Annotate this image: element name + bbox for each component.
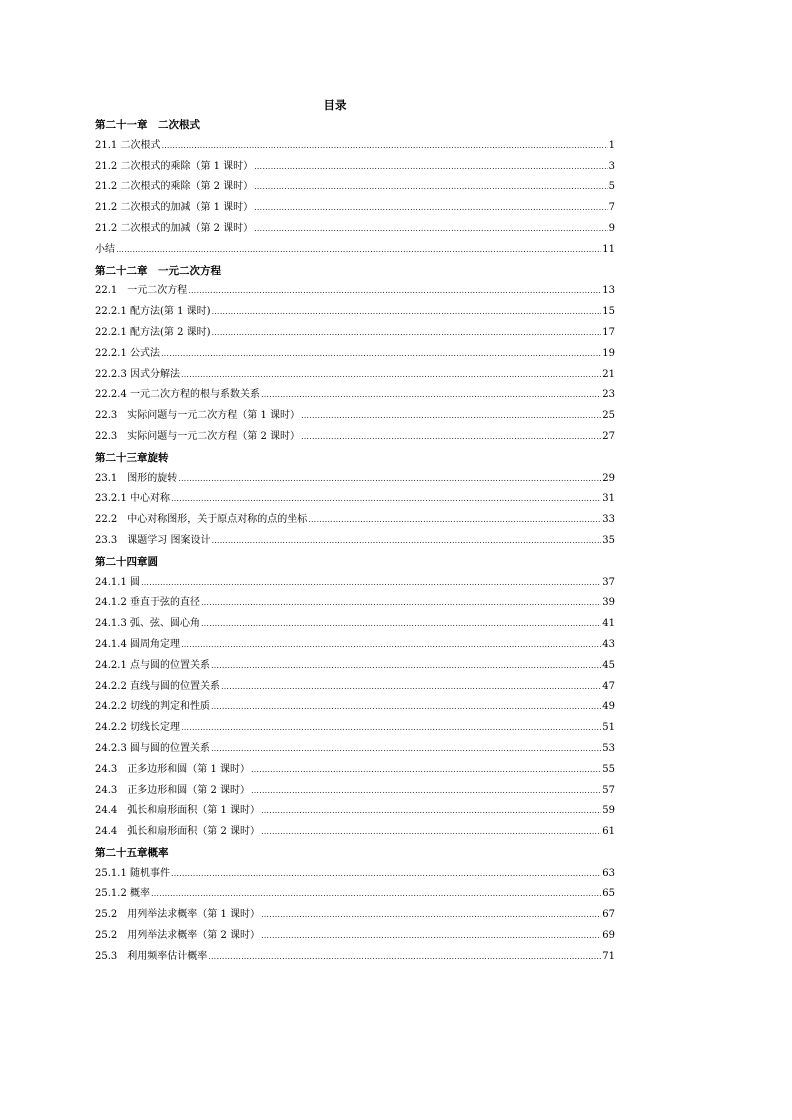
dot-leader (211, 739, 601, 760)
toc-entry-label: 24.1.2 垂直于弦的直径 (95, 597, 200, 609)
toc-entry[interactable] (95, 302, 615, 323)
toc-entry-page-number: 17 (602, 326, 615, 338)
toc-entry-label: 22.2.3 因式分解法 (95, 368, 180, 380)
toc-entry-label: 24.2.3 圆与圆的位置关系 (95, 742, 210, 754)
toc-entry-page-number: 55 (602, 763, 615, 775)
toc-entry[interactable] (95, 489, 615, 510)
toc-entry-label: 25.2 用列举法求概率（第 1 课时） (95, 909, 260, 921)
dot-leader (181, 718, 601, 739)
toc-entry-page-number: 31 (602, 493, 615, 505)
toc-entry-label: 22.3 实际问题与一元二次方程（第 2 课时） (95, 430, 300, 442)
toc-entry-label: 24.4 弧长和扇形面积（第 1 课时） (95, 805, 260, 817)
dot-leader (254, 177, 607, 198)
toc-entry-page-number: 19 (602, 347, 615, 359)
dot-leader (116, 240, 601, 261)
toc-entry[interactable] (95, 177, 615, 198)
toc-entry-label: 22.2.1 公式法 (95, 347, 160, 359)
toc-entry-label: 21.2 二次根式的加减（第 2 课时） (95, 222, 254, 234)
toc-entry-page-number: 53 (602, 742, 615, 754)
toc-entry[interactable] (95, 219, 615, 240)
toc-entry[interactable] (95, 781, 615, 802)
toc-entry-page-number: 9 (608, 222, 615, 234)
toc-entry-label: 21.1 二次根式 (95, 139, 161, 151)
toc-entry[interactable] (95, 801, 615, 822)
toc-entry-label: 24.4 弧长和扇形面积（第 2 课时） (95, 826, 260, 838)
toc-entry[interactable] (95, 635, 615, 656)
toc-entry-page-number: 13 (602, 285, 615, 297)
toc-entry[interactable] (95, 947, 615, 968)
toc-entry-page-number: 7 (608, 202, 615, 214)
toc-entry-page-number: 27 (602, 430, 615, 442)
toc-entry[interactable] (95, 240, 615, 261)
dot-leader (254, 198, 607, 219)
toc-entry-page-number: 47 (602, 680, 615, 692)
toc-entry-page-number: 1 (608, 139, 615, 151)
toc-entry-label: 22.2 中心对称图形，关于原点对称的点的坐标 (95, 514, 308, 526)
dot-leader (301, 406, 601, 427)
table-of-contents (95, 95, 615, 968)
toc-entry[interactable] (95, 531, 615, 552)
chapter-heading (95, 843, 615, 864)
dot-leader (308, 510, 601, 531)
toc-entry-page-number: 59 (602, 805, 615, 817)
toc-entry-page-number: 21 (602, 368, 615, 380)
toc-entry-page-number: 33 (602, 514, 615, 526)
toc-entry[interactable] (95, 884, 615, 905)
toc-entry-label: 小结 (95, 243, 115, 255)
toc-list (95, 115, 615, 968)
chapter-heading-label: 第二十三章旋转 (95, 451, 169, 464)
toc-entry[interactable] (95, 760, 615, 781)
toc-entry[interactable] (95, 573, 615, 594)
dot-leader (301, 427, 601, 448)
dot-leader (254, 157, 607, 178)
toc-entry[interactable] (95, 344, 615, 365)
toc-entry[interactable] (95, 365, 615, 386)
toc-entry-label: 24.2.1 点与圆的位置关系 (95, 659, 210, 671)
toc-entry-page-number: 57 (602, 784, 615, 796)
toc-entry[interactable] (95, 718, 615, 739)
toc-entry-label: 22.2.1 配方法(第 2 课时) (95, 326, 211, 338)
dot-leader (212, 302, 602, 323)
dot-leader (211, 531, 601, 552)
chapter-heading-label: 第二十一章 二次根式 (95, 119, 200, 131)
toc-entry[interactable] (95, 677, 615, 698)
toc-entry-page-number: 23 (602, 389, 615, 401)
chapter-heading (95, 261, 615, 282)
dot-leader (181, 365, 601, 386)
toc-entry[interactable] (95, 198, 615, 219)
dot-leader (201, 593, 601, 614)
dot-leader (181, 635, 601, 656)
toc-entry-page-number: 45 (602, 659, 615, 671)
dot-leader (211, 656, 601, 677)
toc-entry[interactable] (95, 926, 615, 947)
toc-entry-page-number: 43 (602, 638, 615, 650)
toc-entry-label: 25.3 利用频率估计概率 (95, 950, 208, 962)
toc-entry[interactable] (95, 136, 615, 157)
dot-leader (261, 385, 601, 406)
toc-entry-label: 22.2.1 配方法(第 1 课时) (95, 306, 211, 318)
toc-entry-page-number: 25 (602, 410, 615, 422)
toc-title: 目录 (323, 98, 347, 112)
toc-entry-page-number: 65 (602, 888, 615, 900)
dot-leader (201, 614, 601, 635)
toc-entry-label: 23.3 课题学习 图案设计 (95, 534, 211, 546)
toc-entry[interactable] (95, 593, 615, 614)
toc-entry-label: 24.2.2 切线长定理 (95, 722, 180, 734)
toc-entry[interactable] (95, 864, 615, 885)
toc-entry[interactable] (95, 656, 615, 677)
toc-entry-page-number: 5 (608, 181, 615, 193)
toc-entry[interactable] (95, 739, 615, 760)
dot-leader (221, 677, 601, 698)
toc-entry-label: 25.1.2 概率 (95, 888, 150, 900)
chapter-heading-label: 第二十四章圆 (95, 555, 158, 568)
dot-leader (178, 469, 601, 490)
toc-entry-label: 23.1 图形的旋转 (95, 472, 178, 484)
toc-entry-label: 24.3 正多边形和圆（第 2 课时） (95, 784, 250, 796)
dot-leader (251, 760, 601, 781)
toc-entry[interactable] (95, 510, 615, 531)
chapter-heading-label: 第二十五章概率 (95, 846, 169, 859)
toc-entry[interactable] (95, 697, 615, 718)
toc-entry-page-number: 3 (608, 160, 615, 172)
chapter-heading-label: 第二十二章 一元二次方程 (95, 264, 221, 277)
toc-entry[interactable] (95, 281, 615, 302)
toc-entry[interactable] (95, 385, 615, 406)
dot-leader (254, 219, 607, 240)
toc-entry-page-number: 71 (602, 950, 615, 962)
toc-entry-page-number: 41 (602, 618, 615, 630)
chapter-heading (95, 448, 615, 469)
toc-entry-label: 24.2.2 切线的判定和性质 (95, 701, 210, 713)
dot-leader (188, 281, 601, 302)
toc-entry-label: 22.2.4 一元二次方程的根与系数关系 (95, 389, 260, 401)
toc-entry-label: 22.1 一元二次方程 (95, 285, 188, 297)
dot-leader (141, 573, 601, 594)
toc-entry[interactable] (95, 406, 615, 427)
toc-entry-page-number: 49 (602, 701, 615, 713)
dot-leader (151, 884, 601, 905)
toc-entry[interactable] (95, 614, 615, 635)
toc-entry-label: 24.1.3 弧、弦、圆心角 (95, 618, 200, 630)
toc-entry-page-number: 15 (602, 306, 615, 318)
toc-entry-page-number: 39 (602, 597, 615, 609)
toc-entry-label: 21.2 二次根式的加减（第 1 课时） (95, 202, 254, 214)
dot-leader (261, 905, 601, 926)
toc-entry[interactable] (95, 469, 615, 490)
toc-entry-label: 21.2 二次根式的乘除（第 2 课时） (95, 181, 254, 193)
toc-entry-page-number: 51 (602, 722, 615, 734)
toc-entry-page-number: 69 (602, 930, 615, 942)
chapter-heading (95, 115, 615, 136)
toc-entry-page-number: 35 (602, 534, 615, 546)
toc-entry-label: 24.1.1 圆 (95, 576, 140, 588)
dot-leader (261, 801, 601, 822)
toc-entry-page-number: 29 (602, 472, 615, 484)
toc-entry[interactable] (95, 323, 615, 344)
toc-entry-label: 24.3 正多边形和圆（第 1 课时） (95, 763, 250, 775)
toc-entry-page-number: 37 (602, 576, 615, 588)
toc-entry[interactable] (95, 905, 615, 926)
toc-entry-label: 25.1.1 随机事件 (95, 867, 170, 879)
toc-entry[interactable] (95, 822, 615, 843)
dot-leader (211, 697, 601, 718)
dot-leader (251, 781, 601, 802)
toc-entry-page-number: 63 (602, 867, 615, 879)
toc-entry[interactable] (95, 157, 615, 178)
dot-leader (208, 947, 601, 968)
dot-leader (212, 323, 602, 344)
chapter-heading (95, 552, 615, 573)
dot-leader (161, 344, 601, 365)
toc-entry-page-number: 61 (602, 826, 615, 838)
dot-leader (261, 926, 601, 947)
dot-leader (261, 822, 601, 843)
toc-entry-label: 25.2 用列举法求概率（第 2 课时） (95, 930, 260, 942)
dot-leader (161, 136, 607, 157)
toc-entry-page-number: 11 (602, 243, 615, 255)
toc-entry[interactable] (95, 427, 615, 448)
toc-entry-label: 22.3 实际问题与一元二次方程（第 1 课时） (95, 410, 300, 422)
toc-entry-label: 24.2.2 直线与圆的位置关系 (95, 680, 220, 692)
toc-entry-label: 23.2.1 中心对称 (95, 493, 170, 505)
dot-leader (171, 864, 601, 885)
toc-entry-page-number: 67 (602, 909, 615, 921)
dot-leader (171, 489, 601, 510)
toc-entry-label: 21.2 二次根式的乘除（第 1 课时） (95, 160, 254, 172)
toc-entry-label: 24.1.4 圆周角定理 (95, 638, 180, 650)
